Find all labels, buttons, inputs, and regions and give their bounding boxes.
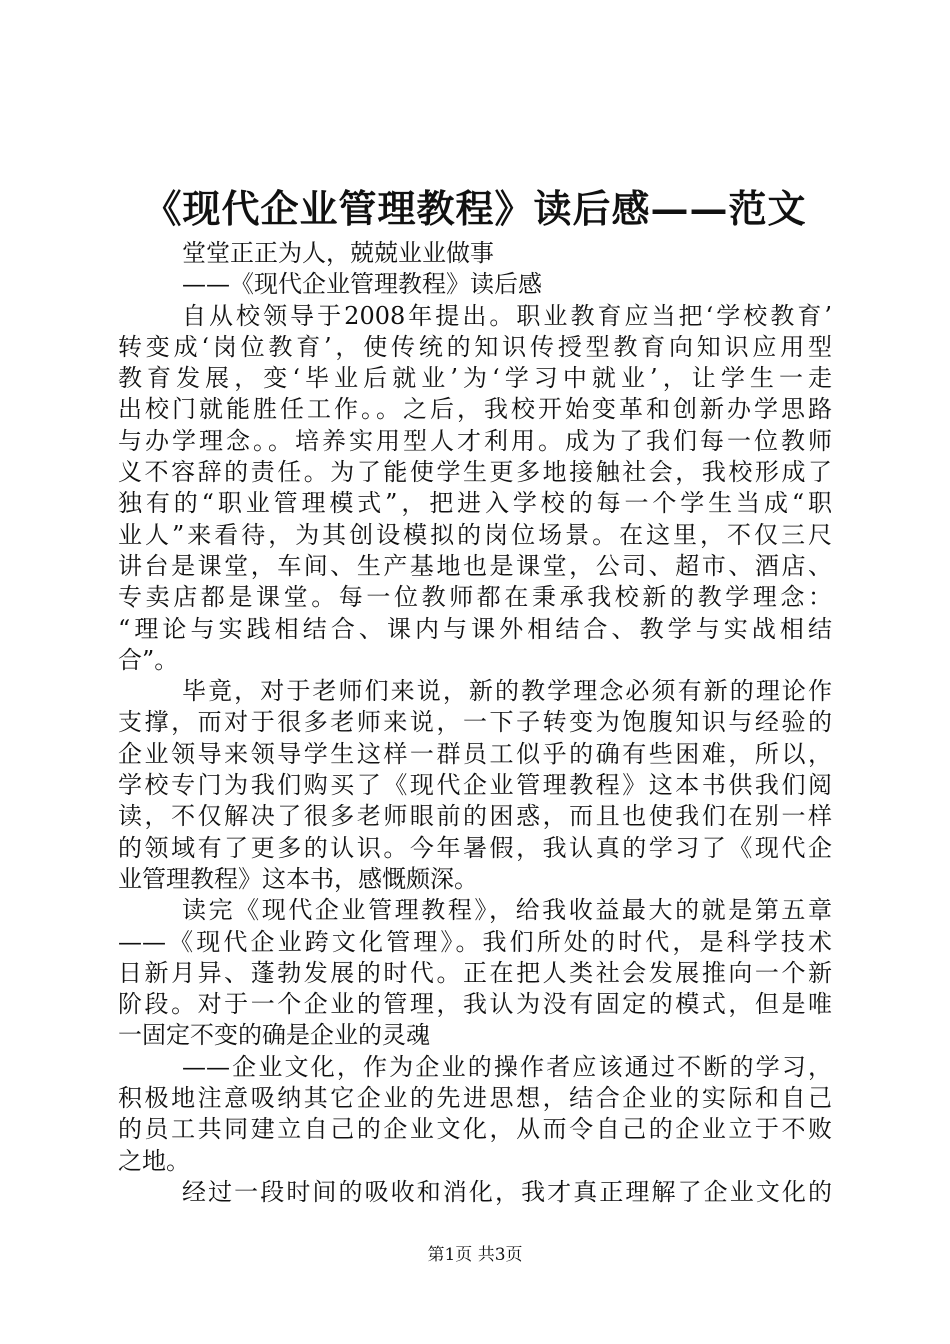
- text-line: 业管理教程》这本书，感慨颇深。: [118, 864, 478, 893]
- text-line: 毕竟，对于老师们来说，新的教学理念必须有新的理论作: [182, 677, 832, 706]
- text-line: 的领域有了更多的认识。今年暑假，我认真的学习了《现代企: [118, 833, 832, 862]
- subtitle-source-line: ——《现代企业管理教程》读后感: [182, 270, 542, 299]
- text-line: 讲台是课堂，车间、生产基地也是课堂，公司、超市、酒店、: [118, 551, 832, 580]
- text-line: ——《现代企业跨文化管理》。我们所处的时代，是科学技术: [118, 927, 832, 956]
- text-line: 之地。: [118, 1146, 190, 1175]
- page-number-footer: 第1页 共3页: [427, 1245, 523, 1265]
- text-line: 支撑，而对于很多老师来说，一下子转变为饱腹知识与经验的: [118, 708, 832, 737]
- text-line: 读完《现代企业管理教程》，给我收益最大的就是第五章: [182, 896, 832, 925]
- document-body: [118, 238, 832, 1208]
- text-line: 义不容辞的责任。为了能使学生更多地接触社会，我校形成了: [118, 458, 832, 487]
- text-line: 专卖店都是课堂。每一位教师都在秉承我校新的教学理念：: [118, 583, 832, 612]
- text-line: 合”。: [118, 645, 179, 674]
- text-line: 转变成‘岗位教育’，使传统的知识传授型教育向知识应用型: [118, 332, 832, 361]
- text-line: 一固定不变的确是企业的灵魂: [118, 1021, 430, 1050]
- text-line: 经过一段时间的吸收和消化，我才真正理解了企业文化的: [182, 1177, 832, 1206]
- text-line: 学校专门为我们购买了《现代企业管理教程》这本书供我们阅: [118, 771, 832, 800]
- subtitle-line: 堂堂正正为人，兢兢业业做事: [182, 239, 494, 267]
- text-line: 独有的“职业管理模式”，把进入学校的每一个学生当成“职: [118, 489, 832, 518]
- text-line: 积极地注意吸纳其它企业的先进思想，结合企业的实际和自己: [118, 1084, 832, 1113]
- text-line: 教育发展，变‘毕业后就业’为‘学习中就业’，让学生一走: [118, 364, 832, 393]
- text-line: 的员工共同建立自己的企业文化，从而令自己的企业立于不败: [118, 1115, 832, 1144]
- text-line: 阶段。对于一个企业的管理，我认为没有固定的模式，但是唯: [118, 990, 832, 1019]
- text-line: 业人”来看待，为其创设模拟的岗位场景。在这里，不仅三尺: [118, 520, 832, 549]
- text-line: 与办学理念。。培养实用型人才利用。成为了我们每一位教师: [118, 426, 832, 455]
- text-line: 自从校领导于2008年提出。职业教育应当把‘学校教育’: [182, 301, 832, 330]
- text-line: “理论与实践相结合、课内与课外相结合、教学与实战相结: [118, 614, 832, 643]
- text-line: 日新月异、蓬勃发展的时代。正在把人类社会发展推向一个新: [118, 958, 832, 987]
- text-line: 读，不仅解决了很多老师眼前的困惑，而且也使我们在别一样: [118, 802, 832, 831]
- text-line: 出校门就能胜任工作。。之后，我校开始变革和创新办学思路: [118, 395, 832, 424]
- text-line: 企业领导来领导学生这样一群员工似乎的确有些困难，所以，: [118, 739, 832, 768]
- document-title: 《现代企业管理教程》读后感——范文: [143, 186, 807, 231]
- text-line: ——企业文化，作为企业的操作者应该通过不断的学习，: [182, 1052, 832, 1081]
